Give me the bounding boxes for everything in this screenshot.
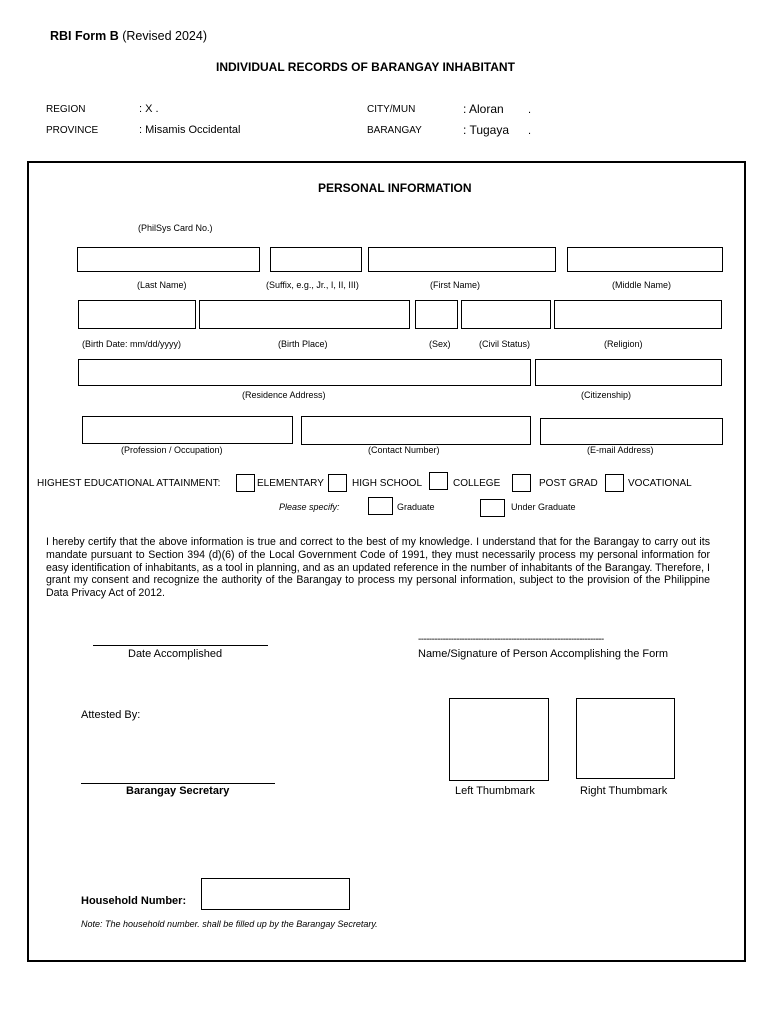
region-value[interactable]: : X . (139, 103, 159, 115)
last-name-label: (Last Name) (137, 280, 187, 290)
barangay-secretary-label: Barangay Secretary (126, 785, 230, 797)
residence-label: (Residence Address) (242, 390, 326, 400)
contact-label: (Contact Number) (368, 445, 440, 455)
sex-field[interactable] (415, 300, 458, 329)
high-school-checkbox[interactable] (328, 474, 347, 492)
sex-label: (Sex) (429, 339, 451, 349)
under-graduate-checkbox[interactable] (480, 499, 505, 517)
barangay-value[interactable]: : Tugaya (463, 123, 510, 137)
college-checkbox[interactable] (429, 472, 448, 490)
graduate-label: Graduate (397, 502, 435, 512)
left-thumbmark-box[interactable] (449, 698, 549, 781)
specify-label: Please specify: (279, 502, 340, 512)
form-code-text: RBI Form B (50, 29, 119, 43)
form-code (50, 29, 207, 43)
region-label: REGION (46, 104, 86, 115)
citizenship-label: (Citizenship) (581, 390, 632, 400)
middle-name-field[interactable] (567, 247, 723, 272)
province-value[interactable]: : Misamis Occidental (139, 124, 241, 136)
graduate-checkbox[interactable] (368, 497, 393, 515)
religion-field[interactable] (554, 300, 722, 329)
form-revision: (Revised 2024) (122, 29, 207, 43)
suffix-field[interactable] (270, 247, 362, 272)
right-thumbmark-box[interactable] (576, 698, 675, 779)
name-signature-label: Name/Signature of Person Accomplishing the Form (418, 648, 669, 660)
city-dot: . (528, 104, 532, 116)
suffix-label: (Suffix, e.g., Jr., I, II, III) (266, 280, 359, 290)
elementary-checkbox[interactable] (236, 474, 255, 492)
certification-text: I hereby certify that the above information is true and correct to the best of my knowledge. I understand that for the Barangay to carry out its mandate pursuant to Section 394 (d)(6) of the Local Government Code of 1991, they must necessarily process my personal information for easy identification of inhabitants, as a tool in planning, and as an updated reference in the number of inhabitants of the Barangay. Therefore, I grant my consent and recognize the authority of the Barangay to process my personal information, subject to the provision of the Philippine Data Privacy Act of 2012. (46, 536, 710, 600)
profession-field[interactable] (82, 416, 293, 444)
section-title: PERSONAL INFORMATION (318, 181, 472, 195)
civil-status-field[interactable] (461, 300, 551, 329)
first-name-field[interactable] (368, 247, 556, 272)
elementary-label: ELEMENTARY (257, 478, 324, 489)
citizenship-field[interactable] (535, 359, 722, 386)
barangay-dot: . (528, 125, 532, 137)
email-label: (E-mail Address) (587, 445, 654, 455)
form-title: INDIVIDUAL RECORDS OF BARANGAY INHABITANT (216, 60, 515, 74)
name-signature-line: -------------------------------------------------------------------- (418, 634, 604, 645)
post-grad-checkbox[interactable] (512, 474, 531, 492)
household-number-field[interactable] (201, 878, 350, 910)
date-accomplished-line (93, 645, 268, 646)
residence-field[interactable] (78, 359, 531, 386)
city-label: CITY/MUN (367, 104, 416, 115)
last-name-field[interactable] (77, 247, 260, 272)
under-graduate-label: Under Graduate (511, 502, 576, 512)
middle-name-label: (Middle Name) (612, 280, 672, 290)
household-number-label: Household Number: (81, 895, 187, 907)
education-label: HIGHEST EDUCATIONAL ATTAINMENT: (37, 478, 221, 489)
civil-status-label: (Civil Status) (479, 339, 531, 349)
contact-field[interactable] (301, 416, 531, 445)
city-value[interactable]: : Aloran (463, 102, 504, 116)
vocational-label: VOCATIONAL (628, 478, 692, 489)
birth-place-label: (Birth Place) (278, 339, 328, 349)
post-grad-label: POST GRAD (539, 478, 598, 489)
birth-place-field[interactable] (199, 300, 410, 329)
barangay-label: BARANGAY (367, 125, 422, 136)
household-note: Note: The household number. shall be filled up by the Barangay Secretary. (81, 919, 378, 929)
date-accomplished-label: Date Accomplished (128, 648, 223, 660)
attested-by-label: Attested By: (81, 709, 141, 721)
vocational-checkbox[interactable] (605, 474, 624, 492)
email-field[interactable] (540, 418, 723, 445)
right-thumbmark-label: Right Thumbmark (580, 785, 668, 797)
religion-label: (Religion) (604, 339, 643, 349)
secretary-signature-line (81, 783, 275, 784)
birth-date-label: (Birth Date: mm/dd/yyyy) (82, 339, 182, 349)
philsys-label: (PhilSys Card No.) (138, 223, 213, 233)
province-label: PROVINCE (46, 125, 99, 136)
profession-label: (Profession / Occupation) (121, 445, 223, 455)
high-school-label: HIGH SCHOOL (352, 478, 423, 489)
college-label: COLLEGE (453, 478, 501, 489)
first-name-label: (First Name) (430, 280, 480, 290)
left-thumbmark-label: Left Thumbmark (455, 785, 535, 797)
birth-date-field[interactable] (78, 300, 196, 329)
